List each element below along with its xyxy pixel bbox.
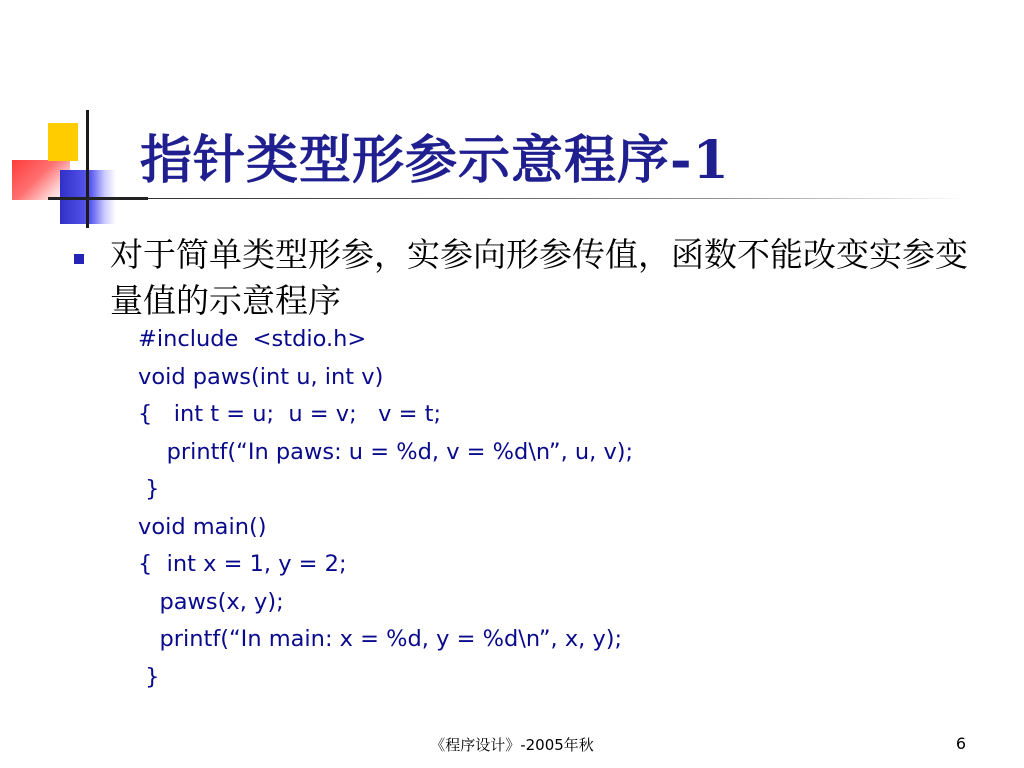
code-block	[138, 321, 633, 696]
code-line: { int x = 1, y = 2;	[138, 551, 347, 577]
page-number: 6	[955, 734, 966, 753]
code-line: { int t = u; u = v; v = t;	[138, 401, 442, 427]
code-line: }	[138, 663, 160, 690]
bullet-text: 对于简单类型形参，实参向形参传值，函数不能改变实参变量值的示意程序	[110, 235, 968, 320]
code-line: paws(x, y);	[138, 588, 284, 615]
footer-text: 《程序设计》-2005年秋	[430, 736, 594, 754]
title-underline-accent	[48, 197, 148, 200]
slide-title: 指针类型形参示意程序-1	[140, 130, 730, 191]
code-line: printf(“In main: x = %d, y = %d\n”, x, y);	[138, 626, 623, 652]
bullet-square-icon	[74, 254, 84, 264]
code-line: printf(“In paws: u = %d, v = %d\n”, u, v);	[138, 438, 634, 465]
code-line: void paws(int u, int v)	[138, 363, 384, 390]
code-line: }	[138, 476, 160, 502]
decorative-vertical-line	[86, 110, 89, 228]
title-underline	[48, 198, 968, 199]
code-line: #include <stdio.h>	[138, 326, 367, 352]
code-line: void main()	[138, 513, 267, 540]
decorative-yellow-block	[48, 123, 78, 161]
